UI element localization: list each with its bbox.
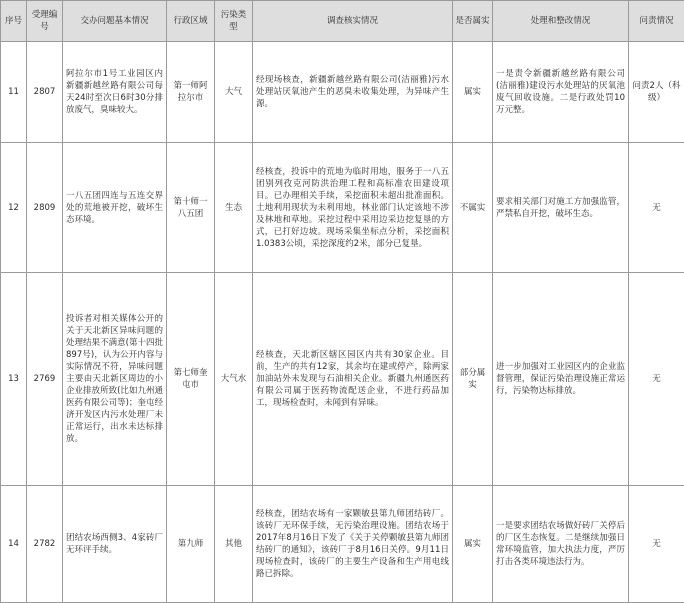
- cell-handling: 一是责令新疆新越丝路有限公司(洁丽雅)建设污水处理站的厌氧池废气回收设施。二是行政处罚10万元整。: [493, 42, 629, 143]
- table-row: [1, 143, 684, 273]
- cell-accountability: 无: [629, 143, 684, 273]
- cell-pollution: 大气水: [215, 273, 253, 486]
- header-region: 行政区域: [167, 1, 215, 42]
- cell-issue: 投诉者对相关媒体公开的关于天北新区异味问题的处理结果不满意(第十四批897号)，认为公开内容与实际情况不符，异味问题主要由天北新区周边的小企业排放所致(比如九州通医药有限公司等)；奎屯经济开发区内污水处理厂未正常运行，出水未达标排放。: [63, 273, 167, 486]
- cell-region: 第一师阿拉尔市: [167, 42, 215, 143]
- cell-handling: 进一步加强对工业园区内的企业监督管理，保证污染治理设施正常运行，污染物达标排放。: [493, 273, 629, 486]
- cell-no: 12: [1, 143, 27, 273]
- header-handling: 处理和整改情况: [493, 1, 629, 42]
- table-row: [1, 486, 684, 603]
- header-investigation: 调查核实情况: [253, 1, 453, 42]
- table-row: [1, 273, 684, 486]
- header-id: 受理编号: [27, 1, 63, 42]
- cell-accountability: 无: [629, 486, 684, 603]
- cell-no: 13: [1, 273, 27, 486]
- cell-verified: 部分属实: [453, 273, 493, 486]
- cell-accountability: 无: [629, 273, 684, 486]
- cell-verified: 不属实: [453, 143, 493, 273]
- cell-region: 第九师: [167, 486, 215, 603]
- cell-handling: 一是要求团结农场做好砖厂关停后的厂区生态恢复。二是继续加强日常环境监管，加大执法力度，严厉打击各类环境违法行为。: [493, 486, 629, 603]
- cell-no: 14: [1, 486, 27, 603]
- header-verified: 是否属实: [453, 1, 493, 42]
- table-header: [1, 1, 684, 42]
- cell-accountability: 问责2人（科级）: [629, 42, 684, 143]
- cell-region: 第十师一八五团: [167, 143, 215, 273]
- cell-investigation: 经现场核查，新疆新越丝路有限公司(洁丽雅)污水处理站厌氧池产生的恶臭未收集处理，为异味产生源。: [253, 42, 453, 143]
- cell-issue: 一八五团四连与五连交界处的荒地被开挖，破坏生态环境。: [63, 143, 167, 273]
- cell-region: 第七师奎屯市: [167, 273, 215, 486]
- cell-issue: 阿拉尔市1号工业园区内新疆新越丝路有限公司每天24时至次日6时30分排放废气，臭味较大。: [63, 42, 167, 143]
- cell-investigation: 经核查，投诉中的荒地为临时用地，服务于一八五团别列孜克河防洪治理工程和高标准农田建设项目。已办理相关手续，采挖面积未超出批准面积。土地利用现状为未利用地，林业部门认定该地不涉及林地和草地。采挖过程中采用边采边挖复垦的方式，已打好边坡。现场采集坐标点分析，采挖面积1.0383公顷，采挖深度约2米，部分已复垦。: [253, 143, 453, 273]
- cell-pollution: 生态: [215, 143, 253, 273]
- cell-verified: 属实: [453, 486, 493, 603]
- cell-investigation: 经核查，团结农场有一家颗敏县第九师团结砖厂。该砖厂无环保手续，无污染治理设施。团结农场于2017年8月16日下发了《关于关停颗敏县第九师团结砖厂的通知》，该砖厂于8月16日关停。9月11日现场检查时，该砖厂的主要生产设备和生产用电线路已拆除。: [253, 486, 453, 603]
- cell-id: 2807: [27, 42, 63, 143]
- cell-investigation: 经核查，天北新区辖区园区内共有30家企业。目前，生产的共有12家，其余均在建或停产，除两家加油站外未发现与石油相关企业。新疆九州通医药有限公司属于医药物流配送企业，不进行药品加工，现场检查时，未闻到有异味。: [253, 273, 453, 486]
- header-no: 序号: [1, 1, 27, 42]
- cell-issue: 团结农场西侧3、4家砖厂无环评手续。: [63, 486, 167, 603]
- header-issue: 交办问题基本情况: [63, 1, 167, 42]
- cell-pollution: 其他: [215, 486, 253, 603]
- cell-no: 11: [1, 42, 27, 143]
- cell-id: 2809: [27, 143, 63, 273]
- cell-id: 2782: [27, 486, 63, 603]
- table-row: [1, 42, 684, 143]
- header-pollution: 污染类型: [215, 1, 253, 42]
- cell-handling: 要求相关部门对施工方加强监管，严禁私自开挖，破坏生态。: [493, 143, 629, 273]
- header-accountability: 问责情况: [629, 1, 684, 42]
- cell-id: 2769: [27, 273, 63, 486]
- cell-verified: 属实: [453, 42, 493, 143]
- cell-pollution: 大气: [215, 42, 253, 143]
